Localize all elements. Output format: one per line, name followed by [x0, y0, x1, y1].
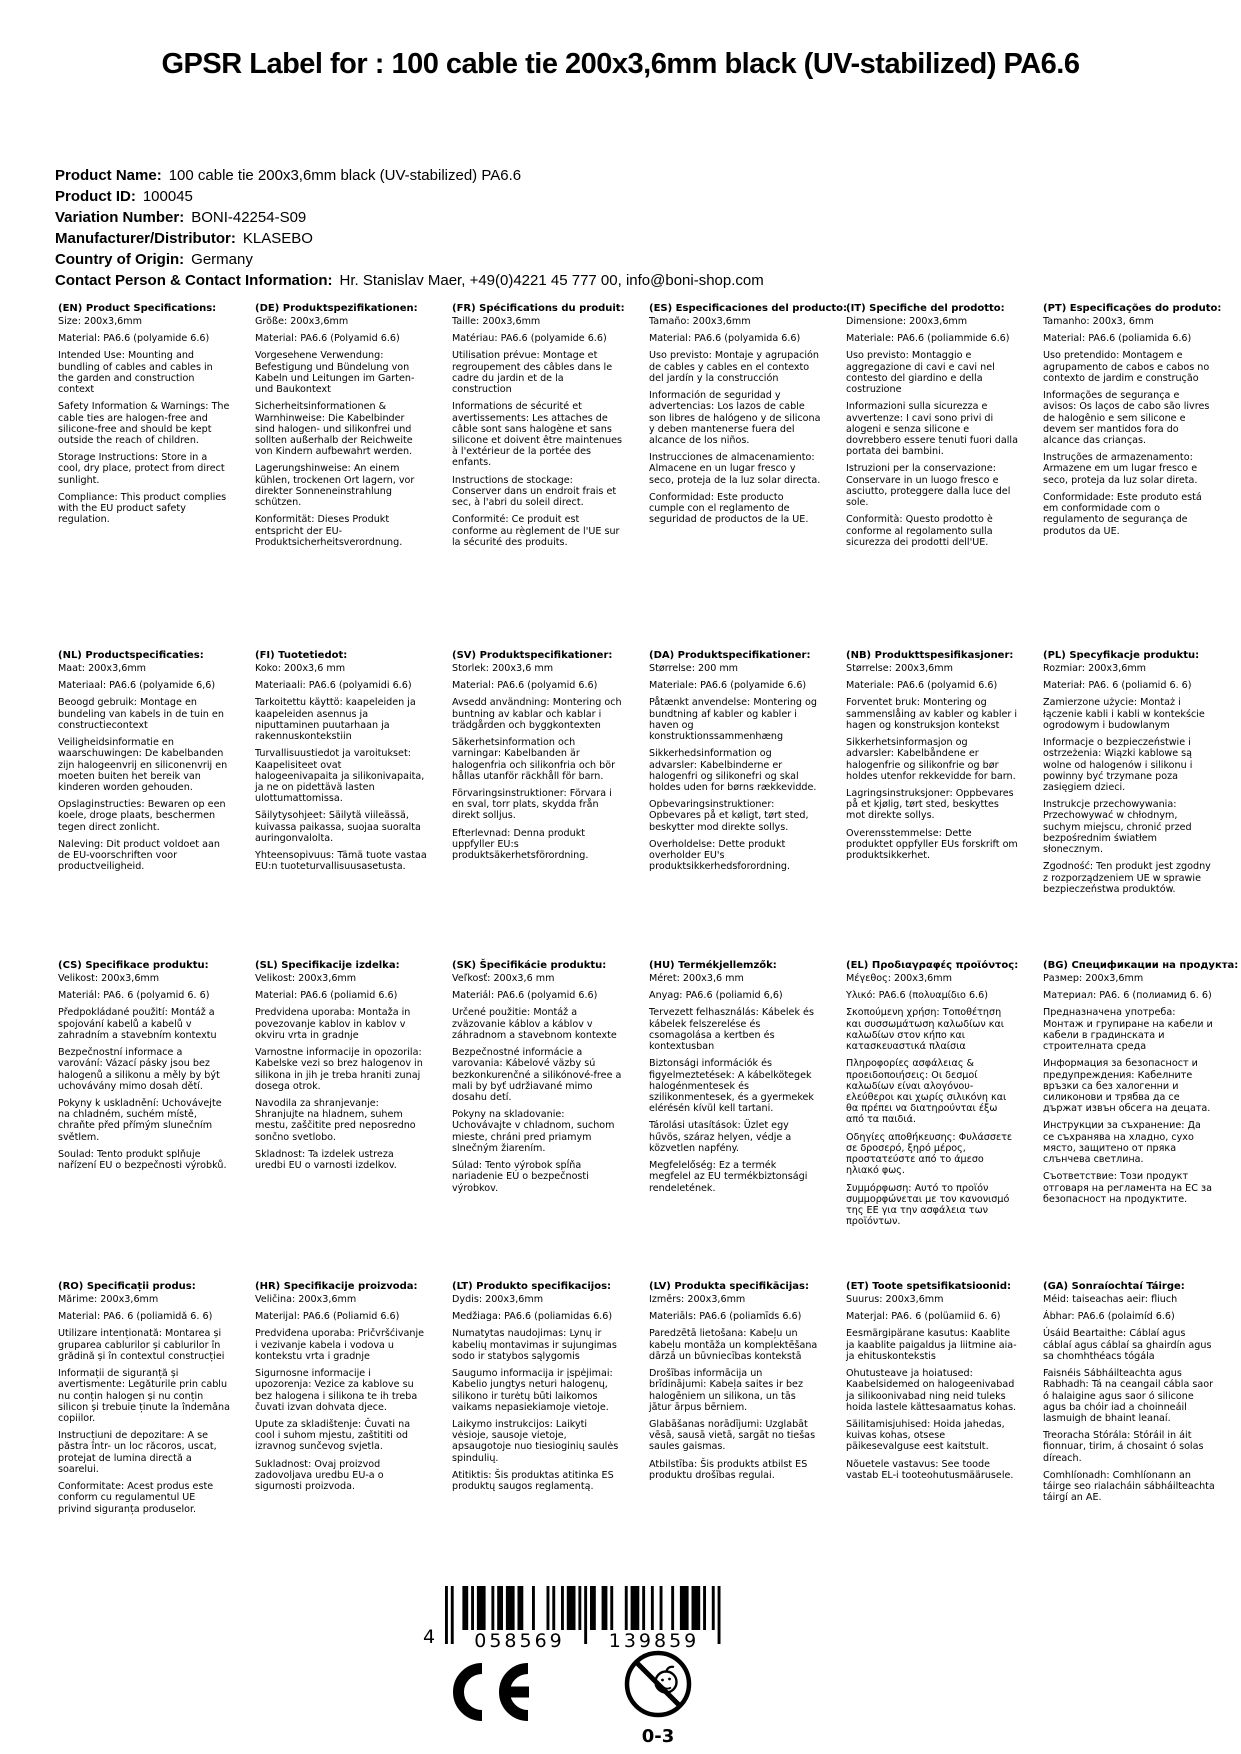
spec-paragraph: Rozmiar: 200x3,6mm [1043, 663, 1147, 674]
spec-row-3 [58, 960, 1239, 1233]
product-id-label: Product ID: [55, 188, 136, 205]
spec-paragraph: Sikkerhedsinformation og advarsler: Kabelbinderne er halogenfri og silikonefri og skal holdes uden for børns rækkevidde. [649, 748, 817, 793]
contact-line [55, 270, 764, 291]
spec-paragraph: Overholdelse: Dette produkt overholder EU's produktsikkerhedsforordning. [649, 838, 791, 873]
country-label: Country of Origin: [55, 251, 185, 268]
spec-paragraph: Инструкции за съхранение: Да се съхранява на хладно, сухо място, защитено от пряка слънчева светлина. [1043, 1120, 1201, 1166]
spec-block-en [58, 303, 230, 554]
spec-paragraph: Säilytysohjeet: Säilytä viileässä, kuivassa paikassa, suojaa suoralta auringonvalolta. [255, 810, 421, 844]
spec-paragraph: Información de seguridad y advertencias: Los lazos de cable son libres de halógeno y de silicona y deben mantenerse fuera del alcance de los niños. [649, 390, 821, 446]
spec-paragraph: Pokyny k uskladnění: Uchovávejte na chladném, suchém místě, chraňte před přímým slunečním světlem. [58, 1097, 222, 1143]
spec-paragraph: Efterlevnad: Denna produkt uppfyller EU:s produktsäkerhetsförordning. [452, 827, 589, 862]
spec-block-da [649, 650, 821, 901]
contact-label: Contact Person & Contact Information: [55, 272, 333, 289]
spec-block-nb [846, 650, 1018, 901]
spec-block-pl [1043, 650, 1215, 901]
spec-paragraph: Navodila za shranjevanje: Shranjujte na hladnem, suhem mestu, zaščitite pred neposredno sončno svetlobo. [255, 1097, 416, 1143]
spec-block-ga [1043, 1281, 1215, 1521]
spec-block-pt [1043, 303, 1222, 554]
spec-paragraph: Informazioni sulla sicurezza e avvertenze: I cavi sono privi di alogeni e senza silicone e dovrebbero essere tenuti fuori dalla portata dei bambini. [846, 401, 1018, 458]
spec-paragraph: Overensstemmelse: Dette produktet oppfyller EUs forskrift om produktsikkerhet. [846, 827, 1018, 862]
spec-block-header: (HR) Specifikacije proizvoda: [255, 1281, 418, 1292]
manufacturer-value: KLASEBO [242, 230, 313, 247]
manufacturer-line [55, 228, 764, 249]
product-name-line [55, 165, 764, 186]
spec-paragraph: Материал: PA6. 6 (полиамид 6. 6) [1043, 990, 1212, 1002]
spec-block-ro [58, 1281, 230, 1521]
spec-block-lv [649, 1281, 821, 1521]
spec-paragraph: Предназначена употреба: Монтаж и групиране на кабели и кабели в градинската и строителната среда [1043, 1007, 1213, 1053]
spec-paragraph: Drošības informācija un brīdinājumi: Kabeļa saites ir bez halogēniem un silikona, un tās jātur ārpus bērniem. [649, 1368, 803, 1413]
spec-block-sk [452, 960, 624, 1233]
spec-paragraph: Tervezett felhasználás: Kábelek és kábelek felszerelése és csomagolása a kertben és kontextusban [649, 1007, 814, 1053]
spec-paragraph: Zgodność: Ten produkt jest zgodny z rozporządzeniem UE w sprawie bezpieczeństwa produktów. [1043, 861, 1211, 895]
spec-paragraph: Eesmärgipärane kasutus: Kaablite ja kaablite paigaldus ja liitmine aia- ja ehituskontekstis [846, 1328, 1017, 1362]
spec-paragraph: Storlek: 200x3,6 mm [452, 663, 554, 674]
spec-paragraph: Förvaringsinstruktioner: Förvara i en sval, torr plats, skydda från direkt solljus. [452, 787, 612, 822]
spec-paragraph: Materiale: PA6.6 (polyamide 6.6) [649, 680, 807, 692]
spec-paragraph: Instruções de armazenamento: Armazene em um lugar fresco e seco, proteja da luz solar direta. [1043, 452, 1198, 486]
spec-paragraph: Izmērs: 200x3,6mm [649, 1294, 746, 1305]
spec-paragraph: Vorgesehene Verwendung: Befestigung und Bündelung von Kabeln und Leitungen im Garten- und Baukontext [255, 350, 415, 396]
spec-block-header: (BG) Спецификации на продукта: [1043, 960, 1239, 971]
spec-paragraph: Material: PA6. 6 (poliamidă 6. 6) [58, 1311, 213, 1323]
spec-paragraph: Informacje o bezpieczeństwie i ostrzeżenia: Wiązki kablowe są wolne od halogenów i silikonu i powinny być trzymane poza zasięgiem dzieci. [1043, 737, 1193, 793]
barcode-digit-right: 139859 [593, 1630, 715, 1652]
spec-paragraph: Určené použitie: Montáž a zväzovanie káblov a káblov v záhradnom a stavebnom kontexte [452, 1007, 617, 1041]
spec-paragraph: Yhteensopivuus: Tämä tuote vastaa EU:n tuoteturvallisuusasetusta. [255, 850, 427, 873]
spec-paragraph: Informações de segurança e avisos: Os laços de cabo são livres de halogênio e sem silicone e devem ser mantidos fora do alcance das crianças. [1043, 390, 1210, 446]
spec-paragraph: Material: PA6.6 (Polyamid 6.6) [255, 333, 400, 345]
spec-paragraph: Turvallisuustiedot ja varoitukset: Kaapelisiteet ovat halogeenivapaita ja silikonivapaita, ja ne on pidettävä lasten ulottumattomissa. [255, 748, 425, 805]
spec-paragraph: Dydis: 200x3,6mm [452, 1294, 544, 1305]
spec-paragraph: Faisnéis Sábháilteachta agus Rabhadh: Tá na ceangail cábla saor ó halaigine agus saor ó silicone agus ba chóir iad a choinneáil lasmuigh de bhaint leanaí. [1043, 1368, 1214, 1424]
product-info [55, 165, 764, 291]
spec-paragraph: Materiał: PA6. 6 (poliamid 6. 6) [1043, 680, 1192, 692]
spec-paragraph: Biztonsági információk és figyelmeztetések: A kábelkötegek halogénmentesek és szilikonmentesek, és a gyermekek elérésén kívül kell tartani. [649, 1058, 814, 1115]
spec-block-header: (LV) Produkta specifikācijas: [649, 1281, 809, 1292]
spec-block-header: (HU) Termékjellemzők: [649, 960, 777, 971]
spec-paragraph: Suurus: 200x3,6mm [846, 1294, 944, 1305]
product-id-line [55, 186, 764, 207]
spec-paragraph: Comhlíonadh: Comhlíonann an táirge seo rialacháin sábháilteachta táirgí an AE. [1043, 1469, 1215, 1504]
spec-paragraph: Předpokládané použití: Montáž a spojování kabelů a kabelů v zahradním a stavebním kontextu [58, 1007, 217, 1041]
spec-paragraph: Σκοπούμενη χρήση: Τοποθέτηση και συσσωμάτωση καλωδίων και καλωδίων στον κήπο και κατασκευαστικά πλαίσια [846, 1007, 1005, 1053]
spec-paragraph: Ábhar: PA6.6 (polaimíd 6.6) [1043, 1311, 1175, 1323]
spec-paragraph: Koko: 200x3,6 mm [255, 663, 346, 674]
spec-block-de [255, 303, 427, 554]
barcode-digit-lead: 4 [423, 1626, 439, 1648]
variation-number-line [55, 207, 764, 228]
spec-paragraph: Påtænkt anvendelse: Montering og bundtning af kabler og kabler i haven og konstruktionssammenhæng [649, 697, 818, 743]
spec-block-header: (FR) Spécifications du produit: [452, 303, 625, 314]
spec-paragraph: Beoogd gebruik: Montage en bundeling van kabels in de tuin en constructiecontext [58, 697, 224, 731]
variation-number-label: Variation Number: [55, 209, 185, 226]
spec-paragraph: Size: 200x3,6mm [58, 316, 142, 327]
spec-paragraph: Úsáid Beartaithe: Cáblaí agus cáblaí agus cáblaí sa ghairdín agus sa chomhthéacs tógála [1043, 1328, 1212, 1362]
ce-mark-icon [448, 1662, 540, 1722]
spec-paragraph: Material: PA6.6 (polyamida 6.6) [649, 333, 801, 345]
spec-paragraph: Bezpečnostní informace a varování: Vázací pásky jsou bez halogenů a silikonu a měly by být uchovávány mimo dosah dětí. [58, 1047, 220, 1092]
spec-block-el [846, 960, 1018, 1233]
spec-paragraph: Intended Use: Mounting and bundling of cables and cables in the garden and construction context [58, 350, 213, 396]
spec-paragraph: Instrucciones de almacenamiento: Almacene en un lugar fresco y seco, proteja de la luz solar directa. [649, 452, 821, 486]
country-value: Germany [191, 251, 253, 268]
spec-paragraph: Materiaali: PA6.6 (polyamidi 6.6) [255, 680, 412, 692]
spec-paragraph: Velikost: 200x3,6mm [58, 973, 160, 984]
spec-paragraph: Varnostne informacije in opozorila: Kabelske vezi so brez halogenov in silikona in jih je treba hraniti zunaj dosega otrok. [255, 1047, 423, 1092]
spec-block-header: (DA) Produktspecifikationer: [649, 650, 811, 661]
spec-paragraph: Konformität: Dieses Produkt entspricht der EU-Produktsicherheitsverordnung. [255, 514, 403, 548]
spec-block-header: (RO) Specificații produs: [58, 1281, 196, 1292]
spec-paragraph: Съответствие: Този продукт отговаря на регламента на ЕС за безопасност на продуктите. [1043, 1171, 1212, 1205]
spec-paragraph: Upute za skladištenje: Čuvati na cool i suhom mjestu, zaštititi od izravnog sunčevog svjetla. [255, 1418, 411, 1453]
spec-paragraph: Ohutusteave ja hoiatused: Kaabelsidemed on halogeenivabad ja silikoonivabad ning neid tuleks hoida lastele kättesaamatus kohas. [846, 1368, 1017, 1413]
spec-paragraph: Materjal: PA6. 6 (polüamiid 6. 6) [846, 1311, 1001, 1323]
spec-block-header: (DE) Produktspezifikationen: [255, 303, 418, 314]
spec-paragraph: Uso previsto: Montaje y agrupación de cables y cables en el contexto del jardín y la construcción [649, 350, 819, 384]
spec-paragraph: Paredzētā lietošana: Kabeļu un kabeļu montāža un komplektēšana dārzā un būvniecības kontekstā [649, 1328, 818, 1362]
spec-paragraph: Tamaño: 200x3,6mm [649, 316, 751, 327]
spec-paragraph: Atitiktis: Šis produktas atitinka ES produktų saugos reglamentą. [452, 1469, 614, 1493]
spec-paragraph: Material: PA6.6 (polyamide 6.6) [58, 333, 210, 345]
spec-block-sv [452, 650, 624, 901]
spec-paragraph: Naleving: Dit product voldoet aan de EU-voorschriften voor productveiligheid. [58, 838, 220, 873]
spec-paragraph: Veľkosť: 200x3,6 mm [452, 973, 555, 984]
spec-paragraph: Materiaal: PA6.6 (polyamide 6,6) [58, 680, 216, 692]
svg-text:0-3: 0-3 [641, 1726, 675, 1747]
barcode-digit-left: 058569 [457, 1630, 582, 1652]
spec-paragraph: Informații de siguranță și avertismente: Legăturile prin cablu nu conțin halogen și nu conțin silicon și trebuie ținute la îndemâna copiilor. [58, 1368, 230, 1424]
spec-paragraph: Velikost: 200x3,6mm [255, 973, 357, 984]
spec-paragraph: Størrelse: 200x3,6mm [846, 663, 953, 674]
spec-paragraph: Material: PA6.6 (polyamid 6.6) [452, 680, 598, 692]
spec-block-fr [452, 303, 624, 554]
spec-block-cs [58, 960, 230, 1233]
spec-paragraph: Säilitamisjuhised: Hoida jahedas, kuivas kohas, otsese päikesevalguse eest kaitstult. [846, 1418, 1005, 1453]
spec-paragraph: Nõuetele vastavus: See toode vastab EL-i tooteohutusmäärusele. [846, 1458, 1014, 1481]
product-id-value: 100045 [142, 188, 193, 205]
spec-paragraph: Avsedd användning: Montering och buntning av kablar och kablar i trädgården och byggkontexten [452, 697, 622, 731]
spec-paragraph: Conformidade: Este produto está em conformidade com o regulamento de segurança de produtos da UE. [1043, 491, 1202, 537]
spec-block-header: (LT) Produkto specifikacijos: [452, 1281, 612, 1292]
spec-block-nl [58, 650, 230, 901]
spec-paragraph: Predvidena uporaba: Montaža in povezovanje kablov in kablov v okviru vrta in gradnje [255, 1007, 411, 1041]
spec-block-header: (ET) Toote spetsifikatsioonid: [846, 1281, 1012, 1292]
product-name-label: Product Name: [55, 167, 162, 184]
spec-paragraph: Anyag: PA6.6 (poliamid 6,6) [649, 990, 783, 1002]
spec-paragraph: Tarkoitettu käyttö: kaapeleiden ja kaapeleiden asennus ja niputtaminen puutarhaan ja rakennuskontekstiin [255, 697, 416, 743]
spec-paragraph: Tárolási utasítások: Üzlet egy hűvös, száraz helyen, védje a közvetlen napfény. [649, 1120, 792, 1154]
spec-paragraph: Dimensione: 200x3,6mm [846, 316, 968, 327]
spec-paragraph: Uso previsto: Montaggio e aggregazione di cavi e cavi nel contesto del giardino e della costruzione [846, 350, 995, 396]
spec-block-sl [255, 960, 427, 1233]
spec-paragraph: Utilisation prévue: Montage et regroupement des câbles dans le cadre du jardin et de la construction [452, 350, 613, 396]
spec-paragraph: Μέγεθος: 200x3,6mm [846, 973, 952, 984]
spec-paragraph: Matériau: PA6.6 (polyamide 6.6) [452, 333, 607, 345]
spec-paragraph: Skladnost: Ta izdelek ustreza uredbi EU o varnosti izdelkov. [255, 1148, 397, 1172]
spec-block-header: (EN) Product Specifications: [58, 303, 217, 314]
spec-block-header: (PL) Specyfikacje produktu: [1043, 650, 1200, 661]
spec-block-header: (SK) Špecifikácie produktu: [452, 960, 607, 971]
spec-paragraph: Súlad: Tento výrobok spĺňa nariadenie EÚ o bezpečnosti výrobkov. [452, 1160, 589, 1194]
spec-paragraph: Veiligheidsinformatie en waarschuwingen: De kabelbanden zijn halogeenvrij en siliconenvrij en moeten buiten het bereik van kinderen worden gehouden. [58, 737, 228, 793]
spec-paragraph: Materiale: PA6.6 (polyamid 6.6) [846, 680, 998, 692]
spec-row-2 [58, 650, 1215, 901]
spec-paragraph: Glabāšanas norādījumi: Uzglabāt vēsā, sausā vietā, sargāt no tiešas saules gaismas. [649, 1418, 816, 1453]
spec-paragraph: Storage Instructions: Store in a cool, dry place, protect from direct sunlight. [58, 452, 225, 486]
spec-paragraph: Größe: 200x3,6mm [255, 316, 349, 327]
spec-block-it [846, 303, 1018, 554]
product-name-value: 100 cable tie 200x3,6mm black (UV-stabilized) PA6.6 [168, 167, 522, 184]
spec-paragraph: Συμμόρφωση: Αυτό το προϊόν συμμορφώνεται με τον κανονισμό της ΕΕ για την ασφάλεια των προϊόντων. [846, 1182, 1010, 1228]
manufacturer-label: Manufacturer/Distributor: [55, 230, 236, 247]
spec-paragraph: Materiál: PA6. 6 (polyamid 6. 6) [58, 990, 210, 1002]
spec-row-4 [58, 1281, 1215, 1521]
spec-paragraph: Zamierzone użycie: Montaż i łączenie kabli i kabli w kontekście ogrodowym i budowlanym [1043, 697, 1205, 731]
spec-paragraph: Forventet bruk: Montering og sammenslåing av kabler og kabler i hagen og konstruksjon kontekst [846, 697, 1018, 731]
spec-paragraph: Информация за безопасност и предупреждения: Кабелните връзки са без халогенни и силиконови и трябва да се държат извън обсега на децата. [1043, 1058, 1211, 1115]
spec-paragraph: Soulad: Tento produkt splňuje nařízení EU o bezpečnosti výrobků. [58, 1148, 227, 1172]
spec-block-lt [452, 1281, 624, 1521]
spec-paragraph: Lagerungshinweise: An einem kühlen, trockenen Ort lagern, vor direkter Sonneneinstrahlung schützen. [255, 463, 415, 509]
spec-block-header: (IT) Specifiche del prodotto: [846, 303, 1005, 314]
spec-block-header: (GA) Sonraíochtaí Táirge: [1043, 1281, 1185, 1292]
spec-paragraph: Megfelelőség: Ez a termék megfelel az EU termékbiztonsági rendeletének. [649, 1160, 808, 1194]
spec-paragraph: Compliance: This product complies with the EU product safety regulation. [58, 491, 227, 526]
spec-paragraph: Sigurnosne informacije i upozorenja: Vezice za kablove su bez halogena i silikona te ih treba čuvati izvan dohvata djece. [255, 1368, 418, 1413]
spec-paragraph: Maat: 200x3,6mm [58, 663, 147, 674]
spec-paragraph: Instructions de stockage: Conserver dans un endroit frais et sec, à l'abri du soleil direct. [452, 474, 617, 509]
spec-paragraph: Material: PA6.6 (poliamid 6.6) [255, 990, 398, 1002]
country-line [55, 249, 764, 270]
spec-paragraph: Saugumo informacija ir įspėjimai: Kabelio jungtys neturi halogenų, silikono ir turėtų būti laikomos vaikams nepasiekiamoje vietoje. [452, 1368, 613, 1413]
spec-block-header: (FI) Tuotetiedot: [255, 650, 348, 661]
spec-paragraph: Opbevaringsinstruktioner: Opbevares på et køligt, tørt sted, beskytter mod direkte sollys. [649, 799, 809, 833]
spec-paragraph: Medžiaga: PA6.6 (poliamidas 6.6) [452, 1311, 613, 1323]
spec-paragraph: Lagringsinstruksjoner: Oppbevares på et kjølig, tørt sted, beskyttes mot direkte sollys. [846, 787, 1014, 822]
spec-paragraph: Utilizare intenționată: Montarea și gruparea cablurilor și cablurilor în grădină și în contextul construcției [58, 1328, 225, 1362]
spec-paragraph: Materijal: PA6.6 (Poliamid 6.6) [255, 1311, 400, 1323]
spec-block-header: (ES) Especificaciones del producto: [649, 303, 848, 314]
spec-block-header: (NL) Productspecificaties: [58, 650, 204, 661]
spec-paragraph: Mărime: 200x3,6mm [58, 1294, 159, 1305]
spec-paragraph: Размер: 200x3,6mm [1043, 973, 1144, 984]
spec-paragraph: Instrucțiuni de depozitare: A se păstra într- un loc răcoros, uscat, protejat de lumina directă a soarelui. [58, 1430, 217, 1475]
spec-paragraph: Uso pretendido: Montagem e agrupamento de cabos e cabos no contexto de jardim e construção [1043, 350, 1210, 384]
spec-paragraph: Tamanho: 200x3, 6mm [1043, 316, 1154, 327]
spec-paragraph: Conformità: Questo prodotto è conforme al regolamento sulla sicurezza dei prodotti dell'UE. [846, 514, 993, 548]
spec-paragraph: Istruzioni per la conservazione: Conservare in un luogo fresco e asciutto, proteggere dalla luce del sole. [846, 463, 1011, 509]
spec-paragraph: Méid: taiseachas aeir: fliuch [1043, 1294, 1178, 1305]
spec-row-1 [58, 303, 1222, 554]
spec-paragraph: Pokyny na skladovanie: Uchovávajte v chladnom, suchom mieste, chráni pred priamym slnečným žiarením. [452, 1109, 615, 1154]
spec-block-header: (EL) Προδιαγραφές προϊόντος: [846, 960, 1019, 971]
spec-paragraph: Πληροφορίες ασφάλειας & προειδοποιήσεις: Οι δεσμοί καλωδίων είναι αλογόνου-ελεύθεροι και χωρίς σιλικόνη και θα πρέπει να διατηρούνται έξω από τα παιδιά. [846, 1058, 1007, 1126]
spec-paragraph: Conformité: Ce produit est conforme au règlement de l'UE sur la sécurité des produits. [452, 514, 620, 548]
spec-paragraph: Materiale: PA6.6 (poliammide 6.6) [846, 333, 1010, 345]
contact-value: Hr. Stanislav Maer, +49(0)4221 45 777 00, info@boni-shop.com [339, 272, 764, 289]
spec-block-header: (SV) Produktspecifikationer: [452, 650, 613, 661]
spec-paragraph: Conformidad: Este producto cumple con el reglamento de seguridad de productos de la UE. [649, 491, 809, 526]
spec-paragraph: Treoracha Stórála: Stóráil in áit fionnuar, tirim, á chosaint ó solas díreach. [1043, 1430, 1204, 1464]
spec-paragraph: Informations de sécurité et avertissements: Les attaches de câble sont sans halogène et sans silicone et doivent être maintenues à l'extérieur de la portée des enfants. [452, 401, 623, 469]
spec-block-hu [649, 960, 821, 1233]
spec-paragraph: Sikkerhetsinformasjon og advarsler: Kabelbåndene er halogenfrie og silikonfrie og bør holdes utenfor rekkevidde for barn. [846, 737, 1016, 782]
spec-block-header: (NB) Produkttspesifikasjoner: [846, 650, 1014, 661]
spec-block-hr [255, 1281, 427, 1521]
spec-paragraph: Conformitate: Acest produs este conform cu regulamentul UE privind siguranța produselor. [58, 1481, 214, 1515]
spec-paragraph: Materiāls: PA6.6 (poliamīds 6.6) [649, 1311, 802, 1323]
spec-paragraph: Predviđena uporaba: Pričvršćivanje i vezivanje kabela i vodova u kontekstu vrta i gradnje [255, 1328, 425, 1362]
spec-paragraph: Υλικό: PA6.6 (πολυαμίδιο 6.6) [846, 990, 988, 1002]
spec-block-et [846, 1281, 1018, 1521]
spec-paragraph: Οδηγίες αποθήκευσης: Φυλάσσετε σε δροσερό, ξηρό μέρος, προστατεύστε από το άμεσο ηλιακό φως. [846, 1131, 1013, 1177]
spec-paragraph: Taille: 200x3,6mm [452, 316, 541, 327]
spec-paragraph: Sukladnost: Ovaj proizvod zadovoljava uredbu EU-a o sigurnosti proizvoda. [255, 1458, 384, 1493]
page-title: GPSR Label for : 100 cable tie 200x3,6mm black (UV-stabilized) PA6.6 [161, 48, 1080, 80]
spec-paragraph: Instrukcje przechowywania: Przechowywać w chłodnym, suchym miejscu, chronić przed bezpośrednim światłem słonecznym. [1043, 799, 1192, 856]
ean13-barcode [423, 1586, 721, 1652]
spec-paragraph: Opslaginstructies: Bewaren op een koele, droge plaats, beschermen tegen direct zonlicht. [58, 799, 226, 833]
spec-block-header: (CS) Specifikace produktu: [58, 960, 209, 971]
spec-paragraph: Sicherheitsinformationen & Warnhinweise: Die Kabelbinder sind halogen- und silikonfrei und sollten außerhalb der Reichweite von Kindern aufbewahrt werden. [255, 401, 413, 458]
spec-paragraph: Bezpečnostné informácie a varovania: Kábelové väzby sú bezkonkurenčné a silikónové-free a mali by byť udržiavané mimo dosahu detí. [452, 1047, 622, 1103]
spec-block-fi [255, 650, 427, 901]
spec-paragraph: Numatytas naudojimas: Lynų ir kabelių montavimas ir sujungimas sodo ir statybos sąlygomis [452, 1328, 617, 1362]
spec-block-bg [1043, 960, 1239, 1233]
spec-paragraph: Laikymo instrukcijos: Laikyti vėsioje, sausoje vietoje, apsaugotoje nuo tiesioginių saulės spindulių. [452, 1418, 619, 1464]
spec-paragraph: Safety Information & Warnings: The cable ties are halogen-free and silicone-free and should be kept outside the reach of children. [58, 401, 230, 446]
spec-paragraph: Material: PA6.6 (poliamida 6.6) [1043, 333, 1192, 345]
spec-paragraph: Størrelse: 200 mm [649, 663, 739, 674]
age-warning-0-3-icon [622, 1646, 694, 1752]
variation-number-value: BONI-42254-S09 [191, 209, 307, 226]
spec-paragraph: Veličina: 200x3,6mm [255, 1294, 357, 1305]
spec-paragraph: Materiál: PA6.6 (polyamid 6.6) [452, 990, 598, 1002]
spec-block-es [649, 303, 848, 554]
spec-paragraph: Säkerhetsinformation och varningar: Kabelbanden är halogenfria och silikonfria och bör hållas utanför räckhåll för barn. [452, 737, 616, 782]
spec-paragraph: Méret: 200x3,6 mm [649, 973, 744, 984]
spec-block-header: (SL) Specifikacije izdelka: [255, 960, 400, 971]
spec-paragraph: Atbilstība: Šis produkts atbilst ES produktu drošības regulai. [649, 1458, 808, 1481]
spec-block-header: (PT) Especificações do produto: [1043, 303, 1222, 314]
